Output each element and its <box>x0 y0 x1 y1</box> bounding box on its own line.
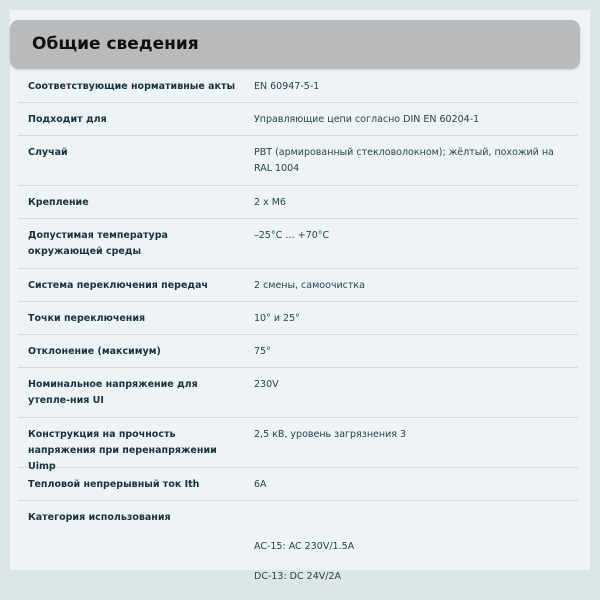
spec-row-insulation-voltage <box>18 368 578 418</box>
spec-label: Тепловой непрерывный ток Ith <box>28 479 200 490</box>
spec-label: Категория использования <box>28 512 171 523</box>
spec-label: Конструкция на прочность напряжения при перенапряжении Uimp <box>28 429 217 472</box>
spec-value: 6A <box>254 479 267 490</box>
spec-label: Система переключения передач <box>28 280 209 291</box>
spec-row-impulse-voltage <box>18 418 578 472</box>
section-header <box>10 20 580 69</box>
spec-label: Номинальное напряжение для утепле-ния UI <box>28 379 198 406</box>
spec-value: 10° и 25° <box>254 313 300 324</box>
spec-label: Допустимая температура окружающей среды <box>28 230 168 257</box>
spec-row-max-deflection <box>18 335 578 368</box>
spec-row-utilization-category <box>18 501 578 581</box>
spec-row-standards <box>18 70 578 103</box>
spec-value <box>254 510 574 585</box>
spec-value-line: DC-13: DC 24V/2A <box>254 571 341 582</box>
spec-label: Подходит для <box>28 114 107 125</box>
spec-table <box>18 70 578 581</box>
spec-label: Соответствующие нормативные акты <box>28 81 236 92</box>
spec-value-line: AC-15: AC 230V/1.5A <box>254 541 355 552</box>
spec-value: 230V <box>254 379 279 390</box>
spec-label: Отклонение (максимум) <box>28 346 161 357</box>
spec-value: PBT (армированный стекловолокном); жёлтый, похожий на RAL 1004 <box>254 147 554 174</box>
spec-label: Точки переключения <box>28 313 146 324</box>
spec-row-suitable-for <box>18 103 578 136</box>
spec-value: EN 60947-5-1 <box>254 81 320 92</box>
spec-row-mounting <box>18 186 578 219</box>
spec-row-switching-system <box>18 269 578 302</box>
spec-value: 2 x M6 <box>254 197 286 208</box>
spec-label: Случай <box>28 147 68 158</box>
spec-row-thermal-current <box>18 468 578 501</box>
spec-value: 75° <box>254 346 271 357</box>
spec-row-switching-points <box>18 302 578 335</box>
spec-row-ambient-temperature <box>18 219 578 269</box>
spec-value: –25°C … +70°C <box>254 230 330 241</box>
spec-value: 2,5 кВ, уровень загрязнения 3 <box>254 429 407 440</box>
spec-value: 2 смены, самоочистка <box>254 280 365 291</box>
spec-label: Крепление <box>28 197 89 208</box>
spec-row-case <box>18 136 578 186</box>
spec-value: Управляющие цепи согласно DIN EN 60204-1 <box>254 114 480 125</box>
section-title: Общие сведения <box>32 34 199 54</box>
